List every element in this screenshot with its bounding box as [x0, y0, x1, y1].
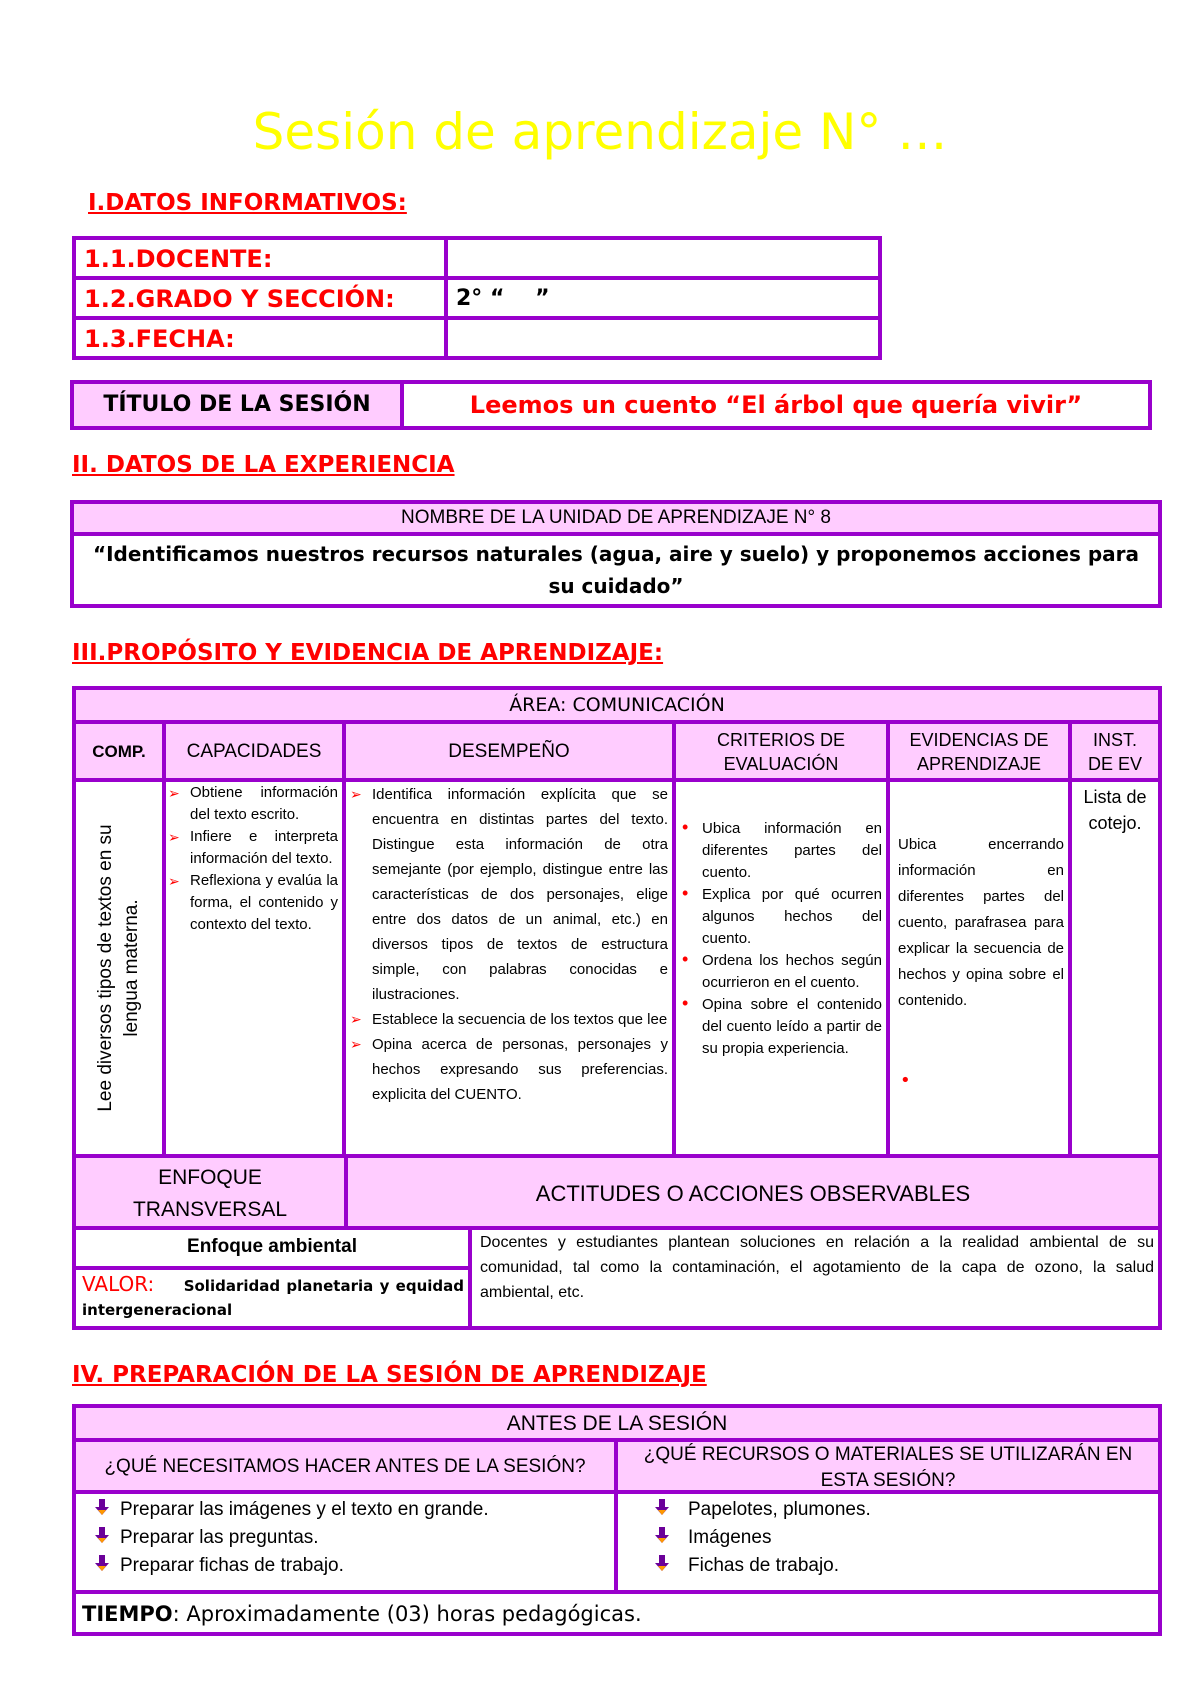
competencia-text: Lee diversos tipos de textos en su lengua materna. — [95, 824, 142, 1112]
section-heading-proposito: III.PROPÓSITO Y EVIDENCIA DE APRENDIZAJE: — [72, 640, 664, 666]
arrow-bullet-icon: ➢ — [350, 786, 362, 802]
arrow-down-icon — [654, 1526, 670, 1544]
criterio-item: • Opina sobre el contenido del cuento leído a partir de su propia experiencia. — [682, 993, 882, 1057]
grado-label: 1.2.GRADO Y SECCIÓN: — [84, 285, 395, 313]
unidad-value: “Identificamos nuestros recursos naturales (agua, aire y suelo) y proponemos acciones para su cuidado” — [92, 542, 1140, 598]
docente-value — [456, 242, 876, 276]
experiencia-table — [70, 500, 1162, 608]
arrow-bullet-icon: ➢ — [168, 785, 180, 801]
fecha-value — [456, 322, 876, 356]
criterio-item: • Ordena los hechos según ocurrieron en el cuento. — [682, 949, 882, 991]
arrow-down-icon — [94, 1554, 110, 1572]
valor-text: Solidaridad planetaria y equidad intergeneracional — [82, 1277, 464, 1319]
titulo-sesion-row — [70, 380, 1152, 430]
section-heading-datos-informativos: I.DATOS INFORMATIVOS: — [88, 190, 407, 216]
antes-header: ANTES DE LA SESIÓN — [506, 1412, 728, 1435]
tiempo-text: : Aproximadamente (03) horas pedagógicas. — [172, 1602, 642, 1626]
fecha-label: 1.3.FECHA: — [84, 325, 235, 353]
bullet-dot-icon: • — [900, 1070, 911, 1091]
arrow-down-icon — [654, 1554, 670, 1572]
header-desempeno: DESEMPEÑO — [448, 741, 570, 762]
material-item: Fichas de trabajo. — [654, 1552, 1154, 1580]
header-capacidades: CAPACIDADES — [186, 741, 322, 762]
bullet-dot-icon: • — [682, 818, 689, 837]
arrow-down-icon — [94, 1498, 110, 1516]
desempeno-item: ➢ Identifica información explícita que se encuentra en distintas partes del texto. Distingue esta información de otra semejante (por ejemplo, distingue entre las características de dos personajes, elige entre dos datos de un animal, etc.) en diversos tipos de textos de estructura simple, con palabras conocidas e ilustraciones. — [350, 782, 668, 1007]
col1-header: ¿QUÉ NECESITAMOS HACER ANTES DE LA SESIÓN? — [104, 1456, 586, 1477]
material-item: Imágenes — [654, 1524, 1154, 1552]
proposito-table — [72, 686, 1162, 1330]
enfoque-name: Enfoque ambiental — [187, 1236, 357, 1257]
desempeno-item: ➢ Establece la secuencia de los textos que lee — [350, 1007, 668, 1032]
header-comp: COMP. — [92, 742, 146, 761]
evidencia-text: Ubica encerrando información en diferentes partes del cuento, parafrasea para explicar la secuencia de hechos y opina sobre el contenido. — [898, 836, 1064, 1009]
arrow-down-icon — [654, 1498, 670, 1516]
criterio-item: • Explica por qué ocurren algunos hechos del cuento. — [682, 883, 882, 947]
col2-header: ¿QUÉ RECURSOS O MATERIALES SE UTILIZARÁN EN ESTA SESIÓN? — [643, 1444, 1133, 1490]
capacidad-item: ➢ Infiere e interpreta información del texto. — [168, 828, 338, 867]
header-criterios: CRITERIOS DE EVALUACIÓN — [716, 730, 845, 774]
instrumento-text: Lista de cotejo. — [1083, 787, 1147, 833]
valor-label: VALOR: — [82, 1272, 155, 1296]
arrow-bullet-icon: ➢ — [168, 829, 180, 845]
competencia-cell — [76, 782, 162, 1154]
tiempo-label: TIEMPO — [82, 1602, 173, 1626]
preparacion-item: Preparar fichas de trabajo. — [94, 1552, 610, 1580]
header-inst: INST. DE EV — [1087, 730, 1143, 774]
capacidad-item: ➢ Obtiene información del texto escrito. — [168, 784, 338, 823]
header-evidencias: EVIDENCIAS DE APRENDIZAJE — [909, 730, 1049, 774]
criterio-item: • Ubica información en diferentes partes del cuento. — [682, 818, 882, 881]
criterios-cell — [680, 818, 882, 1154]
actitudes-text: Docentes y estudiantes plantean soluciones en relación a la realidad ambiental de su comunidad, tal como la contaminación, el agotamiento de la capa de ozono, la salud ambiental, etc. — [480, 1234, 1154, 1301]
arrow-bullet-icon: ➢ — [168, 873, 180, 889]
titulo-sesion-label: TÍTULO DE LA SESIÓN — [103, 392, 371, 417]
arrow-bullet-icon: ➢ — [350, 1011, 362, 1027]
titulo-sesion-value: Leemos un cuento “El árbol que quería vivir” — [469, 391, 1083, 419]
capacidad-item: ➢ Reflexiona y evalúa la forma, el contenido y contexto del texto. — [168, 872, 338, 933]
preparacion-table — [72, 1404, 1162, 1636]
arrow-bullet-icon: ➢ — [350, 1036, 362, 1052]
bullet-dot-icon: • — [682, 883, 689, 903]
bullet-dot-icon: • — [682, 993, 689, 1013]
preparacion-item: Preparar las preguntas. — [94, 1524, 610, 1552]
capacidades-cell — [168, 782, 338, 1154]
page-title: Sesión de aprendizaje N° … — [252, 103, 948, 161]
arrow-down-icon — [94, 1526, 110, 1544]
desempeno-item: ➢ Opina acerca de personas, personajes y hechos expresando sus preferencias. explicita del CUENTO. — [350, 1032, 668, 1107]
bullet-dot-icon: • — [682, 949, 689, 969]
material-item: Papelotes, plumones. — [654, 1496, 1154, 1524]
unidad-label: NOMBRE DE LA UNIDAD DE APRENDIZAJE N° 8 — [401, 507, 831, 528]
col1-list — [94, 1496, 610, 1590]
docente-label: 1.1.DOCENTE: — [84, 245, 273, 273]
area-header: ÁREA: COMUNICACIÓN — [509, 694, 725, 716]
enfoque-header: ENFOQUE TRANSVERSAL — [132, 1166, 288, 1221]
actitudes-header: ACTITUDES O ACCIONES OBSERVABLES — [535, 1181, 971, 1206]
section-heading-preparacion: IV. PREPARACIÓN DE LA SESIÓN DE APRENDIZAJE — [72, 1362, 707, 1388]
tiempo-row — [82, 1596, 1152, 1632]
grado-value: 2° “ ” — [456, 286, 550, 311]
section-heading-datos-experiencia: II. DATOS DE LA EXPERIENCIA — [72, 452, 455, 478]
valor-cell — [82, 1272, 464, 1328]
datos-informativos-table — [72, 236, 882, 360]
preparacion-item: Preparar las imágenes y el texto en grande. — [94, 1496, 610, 1524]
desempenos-cell — [350, 782, 668, 1154]
col2-list — [654, 1496, 1154, 1590]
